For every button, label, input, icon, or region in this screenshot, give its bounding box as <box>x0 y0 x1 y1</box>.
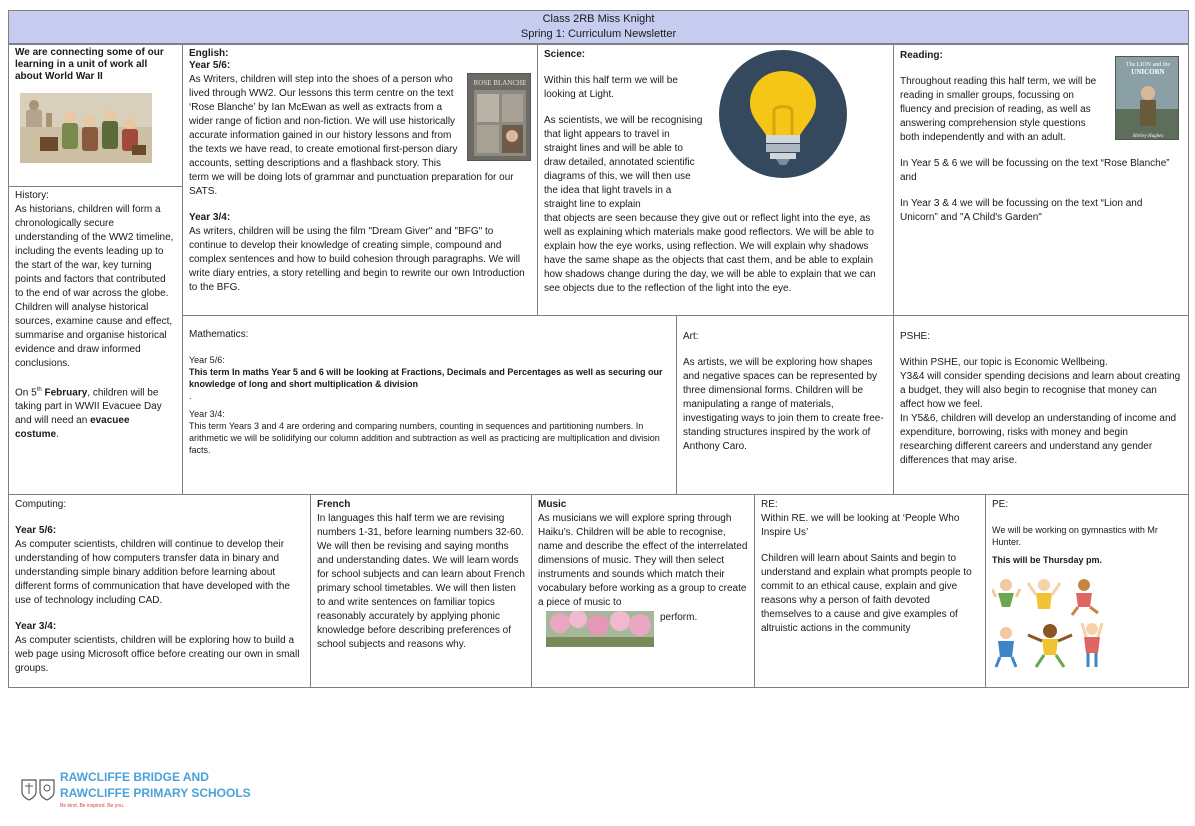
re-p1: Within RE. we will be looking at ‘People Who Inspire Us’ <box>761 513 960 538</box>
maths-y56-text: This term In maths Year 5 and 6 will be looking at Fractions, Decimals and Percentages as well as securing our knowledge of long and short multiplication & division <box>189 367 663 389</box>
pe-box <box>985 494 1189 688</box>
music-box <box>531 494 755 688</box>
pe-heading: PE: <box>992 499 1009 510</box>
french-text: In languages this half term we are revising numbers 1-31, before learning numbers 32-60. We will then be revising and saying months and understanding dates. We will learn words for school subjects and can learn about French primary school timetables. We will then listen to and write sentences on familiar topics reasonably accurately by applying phonic knowledge before describing preferences of school subjects and reasons why. <box>317 513 525 650</box>
english-y34-label: Year 3/4: <box>189 212 231 223</box>
history-date-day: On 5 <box>15 387 37 399</box>
reading-p1: Throughout reading this half term, we will be reading in smaller groups, focussing on fluency and precision of reading, as well as answering comprehension style questions both independently and with an adult. <box>900 76 1097 143</box>
art-box <box>676 315 894 495</box>
english-y34-text: As writers, children will be using the film "Dream Giver" and "BFG" to continue to develop their knowledge of creating simple, compound and complex sentences and how to build cohesion through paragraphs. We will write diary entries, a story retelling and begin to rewrite our own Introduction to the BFG. <box>189 226 525 293</box>
school-crest-icon <box>20 778 58 802</box>
pshe-box <box>893 315 1189 495</box>
pshe-p1: Within PSHE, our topic is Economic Wellbeing. <box>900 357 1108 368</box>
re-p2: Children will learn about Saints and begin to understand and explain what prompts people to commit to an ethical cause, explain and give reasons why a person of faith devoted themselves to a cause and give examples of altruistic actions in the community <box>761 553 972 634</box>
english-heading: English: <box>189 48 229 59</box>
music-text: As musicians we will explore spring through Haiku’s. Children will be able to recognise, name and describe the effect of the interrelated dimensions of music. They will then select instruments and sounds which match their vocabulary before working as a group to create a piece of music to <box>538 513 748 608</box>
history-p2 <box>15 383 176 442</box>
lightbulb-icon <box>718 49 848 179</box>
english-y56-label: Year 5/6: <box>189 60 231 71</box>
music-heading: Music <box>538 499 567 510</box>
maths-y34-text: This term Years 3 and 4 are ordering and comparing numbers, counting in sequences and partitioning numbers. In arithmetic we will be solidifying our column addition and subtraction as well as practicing are multiplication and division facts. <box>189 421 660 455</box>
science-p1: Within this half term we will be looking at Light. <box>544 75 678 100</box>
history-date-suffix: th <box>36 387 42 393</box>
art-heading: Art: <box>683 331 699 342</box>
history-evacuee-costume: evacuee costume <box>15 415 130 441</box>
gymnast-6 <box>1082 623 1102 667</box>
maths-box <box>182 315 677 495</box>
computing-y56-text: As computer scientists, children will continue to develop their understanding of how computers transfer data in binary and understanding simple binary addition before learning about different forms of communication that have developed with the use of technology including CAD. <box>15 539 290 606</box>
lion-unicorn-title-1: The LION and the <box>1125 62 1171 68</box>
english-box <box>182 44 538 316</box>
reading-p2: In Year 5 & 6 we will be focussing on the text “Rose Blanche” and <box>900 158 1170 183</box>
art-text: As artists, we will be exploring how shapes and negative spaces can be represented by three dimensional forms. Children will be manipulating a range of materials, investigating ways to join them to create free-standing structures inspired by the work of Anthony Caro. <box>683 357 884 452</box>
gymnast-4 <box>996 627 1016 667</box>
music-tail: perform. <box>660 612 698 623</box>
reading-p3: In Year 3 & 4 we will be focussing on the text “Lion and Unicorn” and "A Child's Garden" <box>900 198 1143 223</box>
science-heading: Science: <box>544 49 586 60</box>
french-heading: French <box>317 499 351 510</box>
intro-box <box>8 44 183 187</box>
science-p2: As scientists, we will be recognising that light appears to travel in straight lines and will be able to draw detailed, annotated scientific diagrams of this, we will then use the idea that light travels in a straight line to explain <box>544 115 703 210</box>
pe-p1: We will be working on gymnastics with Mr Hunter. <box>992 525 1158 547</box>
pshe-p3: In Y5&6, children will develop an understanding of income and expenditure, borrowing, risks with money and begin researching different careers and understand any gender differences that may arise. <box>900 413 1177 466</box>
science-box <box>537 44 894 316</box>
history-date-month: February <box>41 387 88 399</box>
school-name <box>60 769 251 801</box>
gymnast-5 <box>1028 624 1072 667</box>
school-name-line2: RAWCLIFFE PRIMARY SCHOOLS <box>60 786 251 800</box>
ww2-illustration <box>20 93 152 163</box>
newsletter-title: Spring 1: Curriculum Newsletter <box>520 28 677 40</box>
lion-unicorn-cover <box>1115 56 1179 140</box>
school-tagline: Be kind. Be inspired. Be you. <box>60 803 125 809</box>
re-box <box>754 494 986 688</box>
pe-p2: This will be Thursday pm. <box>992 555 1103 565</box>
class-title: Class 2RB Miss Knight <box>542 13 655 25</box>
maths-heading: Mathematics: <box>189 329 249 340</box>
cherry-blossom-image <box>546 611 654 647</box>
science-p3: that objects are seen because they give out or reflect light into the eye, as well as explaining which materials make good reflectors. We will be able to explain how the eye works, using reflection. We will explain why shadows have the same shape as the objects that cast them, and be able to explain how shadows change during the day, we will be able to explain that we can see objects due to the reflection of the light into the eye. <box>544 213 876 294</box>
gymnastics-children-illustration <box>992 575 1112 671</box>
gymnast-1 <box>992 579 1020 607</box>
gymnast-3 <box>1072 579 1098 615</box>
newsletter-header <box>8 10 1189 44</box>
english-y56-text: As Writers, children will step into the shoes of a person who lived through WW2. Our lessons this term centre on the text ‘Rose Blanche’ by Ian McEwan as well as extracts from a wider range of fiction and non-fiction. We will use historically accurate information gained in our history lessons and from the texts we have read, to create emotional first-person diary accounts, setting descriptions and a flashback story. This term we will be doing lots of grammar and punctuation preparation for our SATS. <box>189 74 514 197</box>
history-box <box>8 186 183 495</box>
history-heading: History: <box>15 190 49 201</box>
history-period: . <box>56 429 59 441</box>
history-p1: As historians, children will form a chronologically secure understanding of the WW2 timeline, including the events leading up to the start of the war, key turning points and factors that contributed to the end of war across the globe. Children will analyse historical sources, examine cause and effect, summarise and organise historical evidence and draw informed conclusions. <box>15 204 174 369</box>
reading-heading: Reading: <box>900 50 943 61</box>
maths-dot: . <box>189 391 192 401</box>
computing-y34-label: Year 3/4: <box>15 621 57 632</box>
rose-blanche-cover <box>467 73 531 161</box>
intro-text: We are connecting some of our learning in a unit of work all about World War II <box>15 47 164 82</box>
computing-y56-label: Year 5/6: <box>15 525 57 536</box>
gymnast-2 <box>1028 579 1060 609</box>
computing-y34-text: As computer scientists, children will be exploring how to build a web page using Microsoft office before creating our own in small groups. <box>15 635 300 674</box>
school-name-line1: RAWCLIFFE BRIDGE AND <box>60 770 209 784</box>
pshe-heading: PSHE: <box>900 331 931 342</box>
maths-y56-label: Year 5/6: <box>189 355 225 365</box>
lion-unicorn-author: Shirley Hughes <box>1132 134 1164 139</box>
rose-blanche-cover-title: ROSE BLANCHE <box>473 79 527 87</box>
history-evacuee-text: , children will be taking part in WWII Evacuee Day and will need an <box>15 387 162 427</box>
maths-y34-label: Year 3/4: <box>189 409 225 419</box>
french-box <box>310 494 532 688</box>
english-y56-block <box>189 73 531 199</box>
computing-box <box>8 494 311 688</box>
computing-heading: Computing: <box>15 499 67 510</box>
lion-unicorn-title-2: UNICORN <box>1131 68 1165 76</box>
reading-box <box>893 44 1189 316</box>
re-heading: RE: <box>761 499 778 510</box>
pshe-p2: Y3&4 will consider spending decisions and learn about creating a budget, they will also begin to recognise that money can affect how we feel. <box>900 371 1181 410</box>
